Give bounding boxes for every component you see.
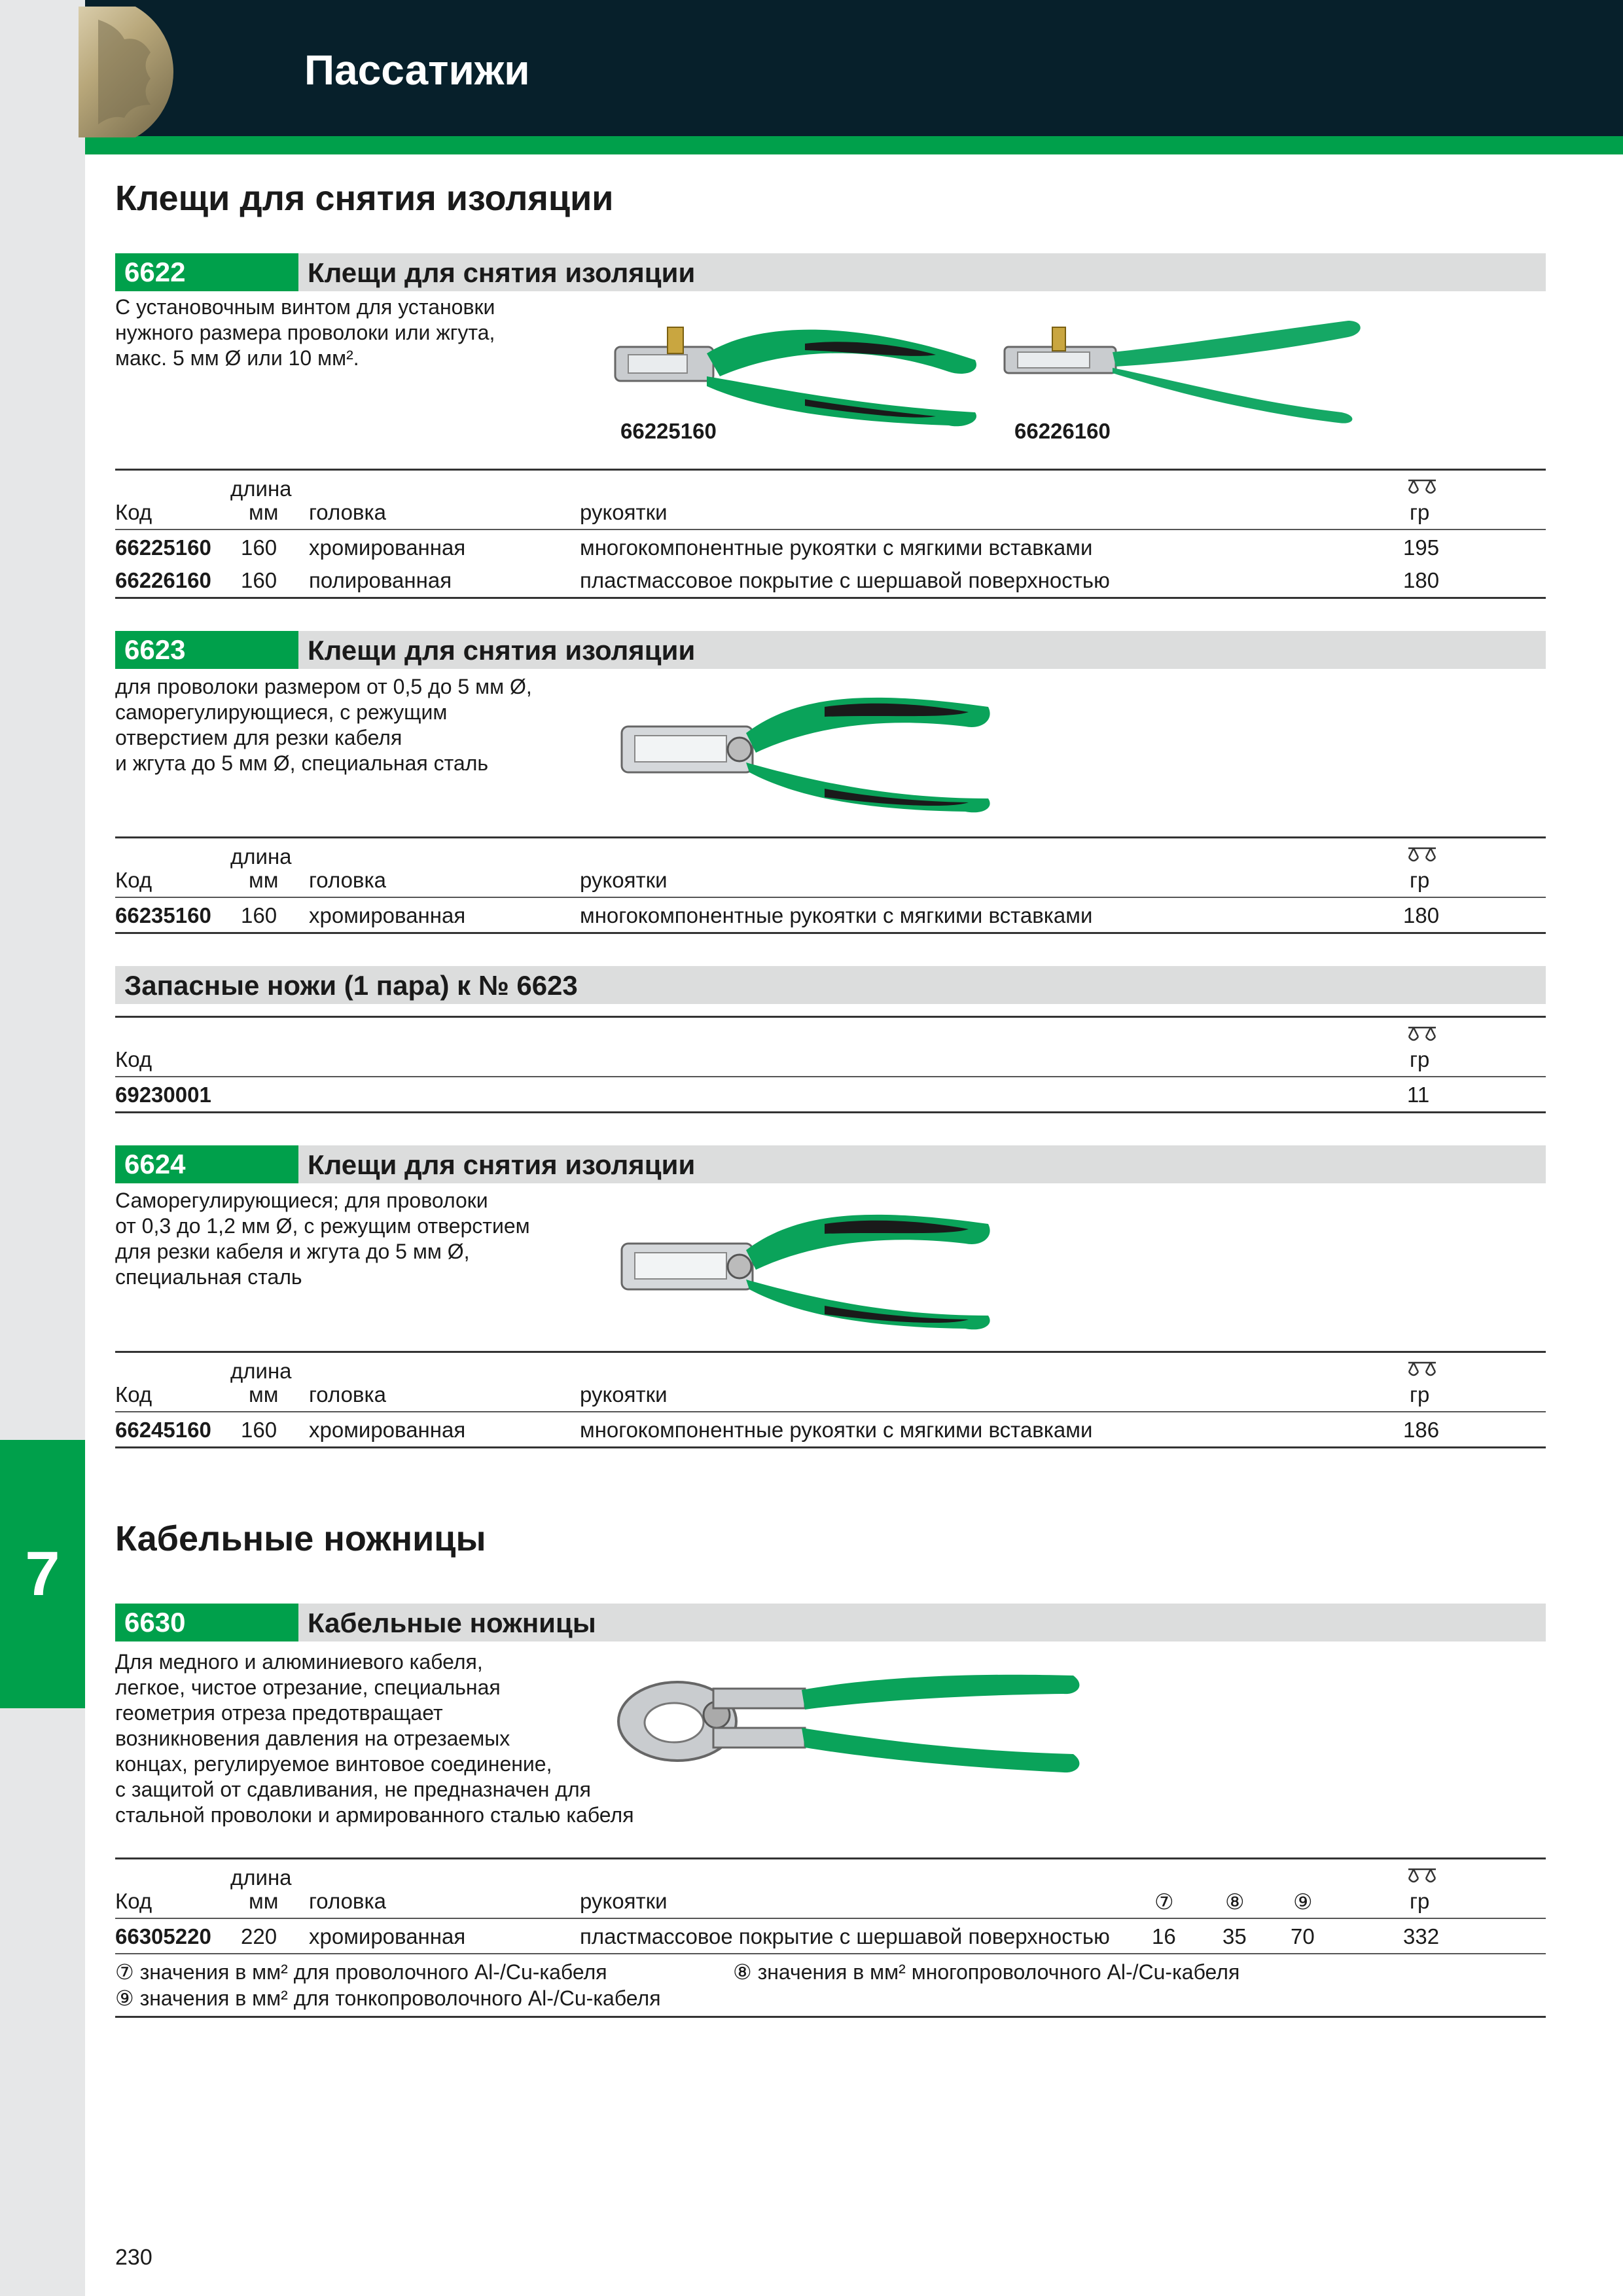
table-header-rule xyxy=(115,529,1546,530)
table-header-rule xyxy=(115,1918,1546,1919)
pliers-image xyxy=(609,314,988,432)
col-head: головка xyxy=(309,500,386,524)
table-cell-weight: 186 xyxy=(1403,1418,1440,1442)
table-cell-handles: многокомпонентные рукоятки с мягкими вставками xyxy=(580,1418,1093,1442)
col-stranded-cable: ⑧ xyxy=(1225,1890,1245,1914)
product-name: Клещи для снятия изоляции xyxy=(308,1149,696,1180)
table-bottom-rule xyxy=(115,932,1546,934)
product-name: Клещи для снятия изоляции xyxy=(308,635,696,666)
col-handles: рукоятки xyxy=(580,868,668,892)
col-length-top: длина xyxy=(230,1865,292,1890)
table-cell-code: 66305220 xyxy=(115,1924,211,1948)
table-bottom-rule xyxy=(115,1111,1546,1113)
col-handles: рукоятки xyxy=(580,500,668,524)
col-weight: гр xyxy=(1410,1889,1430,1913)
product-bar-6623 xyxy=(115,631,1546,669)
table-cell-weight: 180 xyxy=(1403,568,1440,592)
table-cell-code: 66226160 xyxy=(115,568,211,592)
col-code: Код xyxy=(115,1382,152,1407)
col-fine-stranded-cable: ⑨ xyxy=(1293,1890,1313,1914)
table-top-rule xyxy=(115,1016,1546,1018)
table-cell-code: 69230001 xyxy=(115,1083,211,1107)
col-weight: гр xyxy=(1410,1382,1430,1407)
table-top-rule xyxy=(115,1857,1546,1859)
table-cell-stranded: 35 xyxy=(1222,1924,1247,1948)
col-weight: гр xyxy=(1410,868,1430,892)
col-length-unit: мм xyxy=(249,868,279,892)
table-cell-handles: пластмассовое покрытие с шершавой поверхностью xyxy=(580,1924,1110,1948)
col-length-unit: мм xyxy=(249,1382,279,1407)
product-description-6624: Саморегулирующиеся; для проволоки от 0,3 до 1,2 мм Ø, с режущим отверстием для резки кабеля и жгута до 5 мм Ø, специальная сталь xyxy=(115,1189,530,1289)
table-bottom-rule xyxy=(115,1446,1546,1448)
gear-nut-icon xyxy=(79,7,177,137)
product-bar-spare-blades xyxy=(115,966,1546,1004)
table-cell-head: хромированная xyxy=(309,1418,466,1442)
col-handles: рукоятки xyxy=(580,1889,668,1913)
product-description-6630: Для медного и алюминиевого кабеля, легкое, чистое отрезание, специальная геометрия отреза предотвращает возникновения давления на отрезаемых концах, регулируемое винтовое соединение, с защитой от сдавливания, не предназначен для стальной проволоки и армированного сталью кабеля xyxy=(115,1650,634,1827)
pliers-image xyxy=(1001,308,1368,425)
product-code: 6624 xyxy=(115,1145,298,1183)
col-solid-cable: ⑦ xyxy=(1154,1890,1174,1914)
table-top-rule xyxy=(115,836,1546,838)
product-name: Запасные ножи (1 пара) к № 6623 xyxy=(124,970,578,1001)
table-cell-weight: 180 xyxy=(1403,903,1440,927)
table-cell-weight: 11 xyxy=(1407,1083,1430,1107)
pliers-image xyxy=(609,681,1001,818)
col-code: Код xyxy=(115,1047,152,1071)
col-head: головка xyxy=(309,1889,386,1913)
product-code: 6623 xyxy=(115,631,298,669)
header-green-stripe xyxy=(85,136,1623,154)
scale-icon xyxy=(1406,843,1438,865)
col-weight: гр xyxy=(1410,500,1430,524)
table-cell-code: 66225160 xyxy=(115,535,211,560)
table-cell-handles: многокомпонентные рукоятки с мягкими вставками xyxy=(580,535,1093,560)
section-heading-strippers: Клещи для снятия изоляции xyxy=(115,179,614,218)
chapter-tab: 7 xyxy=(0,1440,85,1708)
table-cell-length: 220 xyxy=(241,1924,277,1948)
product-code: 6622 xyxy=(115,253,298,291)
footnote-8: ⑧ значения в мм² многопроволочного Al-/Cu-кабеля xyxy=(733,1960,1240,1984)
scale-icon xyxy=(1406,1864,1438,1886)
product-bar-6630 xyxy=(115,1604,1546,1641)
table-header-rule xyxy=(115,897,1546,898)
table-cell-head: хромированная xyxy=(309,1924,466,1948)
footnote-7: ⑦ значения в мм² для проволочного Al-/Cu-кабеля xyxy=(115,1960,607,1984)
table-cell-solid: 16 xyxy=(1152,1924,1176,1948)
col-code: Код xyxy=(115,868,152,892)
table-cell-head: хромированная xyxy=(309,535,466,560)
col-code: Код xyxy=(115,1889,152,1913)
product-name: Кабельные ножницы xyxy=(308,1607,596,1638)
image-caption: 66225160 xyxy=(620,419,717,443)
table-cell-length: 160 xyxy=(241,535,277,560)
left-margin-band xyxy=(0,0,85,2296)
product-bar-6624 xyxy=(115,1145,1546,1183)
table-bottom-rule xyxy=(115,597,1546,599)
table-cell-head: хромированная xyxy=(309,903,466,927)
scale-icon xyxy=(1406,1357,1438,1380)
table-cell-handles: многокомпонентные рукоятки с мягкими вставками xyxy=(580,903,1093,927)
page-title: Пассатижи xyxy=(304,46,530,94)
col-head: головка xyxy=(309,868,386,892)
scale-icon xyxy=(1406,1022,1438,1045)
table-cell-length: 160 xyxy=(241,903,277,927)
col-handles: рукоятки xyxy=(580,1382,668,1407)
table-cell-head: полированная xyxy=(309,568,452,592)
product-description-6622: С установочным винтом для установки нужного размера проволоки или жгута, макс. 5 мм Ø или 10 мм². xyxy=(115,295,495,370)
table-cell-weight: 332 xyxy=(1403,1924,1440,1948)
table-top-rule xyxy=(115,469,1546,471)
cable-cutter-image xyxy=(615,1649,1086,1780)
col-length-top: длина xyxy=(230,476,292,501)
table-cell-code: 66245160 xyxy=(115,1418,211,1442)
footnote-9: ⑨ значения в мм² для тонкопроволочного Al-/Cu-кабеля xyxy=(115,1986,661,2010)
table-cell-fine-stranded: 70 xyxy=(1291,1924,1315,1948)
image-caption: 66226160 xyxy=(1014,419,1111,443)
product-name: Клещи для снятия изоляции xyxy=(308,257,696,288)
col-length-unit: мм xyxy=(249,1889,279,1913)
col-length-unit: мм xyxy=(249,500,279,524)
table-bottom-rule xyxy=(115,2016,1546,2018)
product-description-6623: для проволоки размером от 0,5 до 5 мм Ø, саморегулирующиеся, с режущим отверстием для резки кабеля и жгута до 5 мм Ø, специальная сталь xyxy=(115,675,532,775)
col-length-top: длина xyxy=(230,844,292,869)
col-length-top: длина xyxy=(230,1359,292,1383)
col-code: Код xyxy=(115,500,152,524)
section-heading-cable-cutters: Кабельные ножницы xyxy=(115,1519,486,1558)
table-row-rule xyxy=(115,1953,1546,1954)
table-cell-weight: 195 xyxy=(1403,535,1440,560)
table-header-rule xyxy=(115,1411,1546,1412)
col-head: головка xyxy=(309,1382,386,1407)
product-code: 6630 xyxy=(115,1604,298,1641)
table-cell-code: 66235160 xyxy=(115,903,211,927)
table-cell-length: 160 xyxy=(241,1418,277,1442)
scale-icon xyxy=(1406,475,1438,497)
table-header-rule xyxy=(115,1076,1546,1077)
pliers-image xyxy=(609,1198,1001,1335)
table-cell-length: 160 xyxy=(241,568,277,592)
table-top-rule xyxy=(115,1351,1546,1353)
product-bar-6622 xyxy=(115,253,1546,291)
page-number: 230 xyxy=(115,2245,152,2270)
col-weight: гр xyxy=(1410,1047,1430,1071)
table-cell-handles: пластмассовое покрытие с шершавой поверхностью xyxy=(580,568,1110,592)
